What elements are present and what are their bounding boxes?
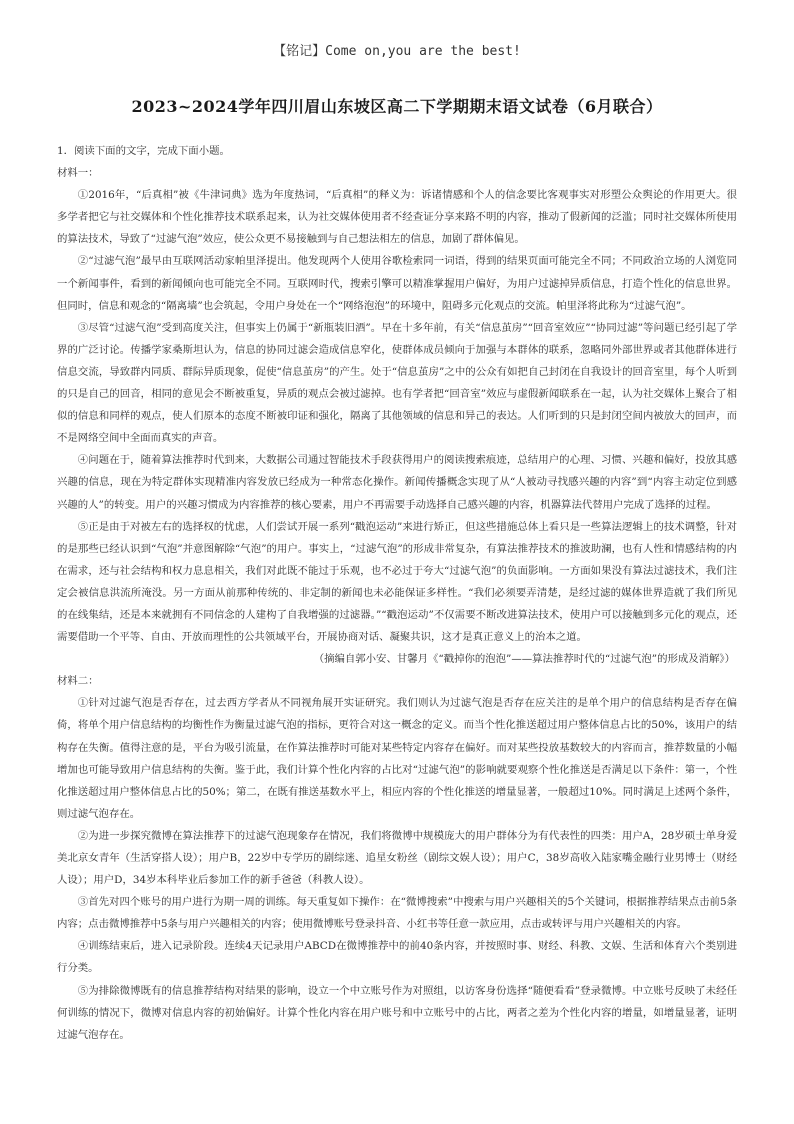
material1-source: （摘编自郭小安、甘馨月《“戳掉你的泡泡”——算法推荐时代的“过滤气泡”的形成及消解》） xyxy=(313,653,735,666)
question-intro: 1．阅读下面的文字，完成下面小题。 xyxy=(57,145,230,157)
paragraph: ⑤正是由于对被左右的选择权的忧虑，人们尝试开展一系列“戳泡运动”来进行矫正，但这些措施总体上看只是一些算法逻辑上的技术调整，针对的是那些已经认识到“气泡”并意图解除“气泡”的用户。事实上，“过滤气泡”的形成非常复杂，有算法推荐技术的推波助澜，也有人性和情感结构的内在需求，还与社会结构和权力息息相关，我们对此既不能过于乐观，也不必过于夸大“过滤气泡”的负面影响。一方面如果没有算法过滤技术，我们注定会被信息洪流所淹没。另一方面从前那种传统的、非定制的新闻也未必能保证多样性。“我们必须要弄清楚，是经过滤的媒体世界造就了我们所见的在线集结，还是本来就拥有不同信念的人建构了自我增强的过滤器。”“戳泡运动”不仅需要不断改进算法技术，使用户可以接触到多元化的观点，还需要借助一个平等、自由、开放而理性的公共领域平台，开展协商对话、凝聚共识，这才是真正意义上的治本之道。 xyxy=(57,520,737,644)
paragraph: ④问题在于，随着算法推荐时代到来，大数据公司通过智能技术手段获得用户的阅读搜索痕迹，总结用户的心理、习惯、兴趣和偏好，投放其感兴趣的信息，现在为特定群体实现精准内容发放已经成为一种常态化操作。新闻传播概念实现了从“人被动寻找感兴趣的内容”到“内容主动定位到感兴趣的人”的转变。用户的兴趣习惯成为内容推荐的核心要素，用户不再需要手动选择自己感兴趣的内容，机器算法代替用户完成了选择的过程。 xyxy=(57,454,737,511)
paragraph: ③首先对四个账号的用户进行为期一周的训练。每天重复如下操作：在“微博搜索”中搜索与用户兴趣相关的5个关键词，根据推荐结果点击前5条内容；点击微博推荐中5条与用户兴趣相关的内容；使用微博账号登录抖音、小红书等任意一款应用，点击或转评与用户兴趣相关的内容。 xyxy=(57,896,737,931)
paragraph: ①2016年，“后真相”被《牛津词典》选为年度热词，“后真相”的释义为：诉诸情感和个人的信念要比客观事实对形塑公众舆论的作用更大。很多学者把它与社交媒体和个性化推荐技术联系起来，认为社交媒体使用者不经查证分享来路不明的内容，推动了假新闻的泛滥；同时社交媒体所使用的算法技术，导致了“过滤气泡”效应，使公众更不易接触到与自己想法相左的信息，加剧了群体偏见。 xyxy=(57,189,737,246)
exam-title: 2023~2024学年四川眉山东坡区高二下学期期末语文试卷（6月联合） xyxy=(131,97,663,116)
paragraph: ①针对过滤气泡是否存在，过去西方学者从不同视角展开实证研究。我们则认为过滤气泡是否存在应关注的是单个用户的信息结构是否存在偏倚，将单个用户信息结构的均衡性作为衡量过滤气泡的指标，更符合对这一概念的定义。而当个性化推送超过用户整体信息占比的50%，该用户的结构存在失衡。值得注意的是，平台为吸引流量，在作算法推荐时可能对某些特定内容存在偏好。而对某些投放基数较大的内容而言，推荐数量的小幅增加也可能导致用户信息结构的失衡。鉴于此，我们计算个性化内容的占比对“过滤气泡”的影响就要观察个性化推送是否满足以下条件：第一，个性化推送超过用户整体信息占比的50%；第二，在既有推送基数水平上，相应内容的个性化推送的增量显著，一般超过10%。同时满足上述两个条件，则过滤气泡存在。 xyxy=(57,697,738,820)
paragraph: ④训练结束后，进入记录阶段。连续4天记录用户ABCD在微博推荐中的前40条内容，并按照时事、财经、科教、文娱、生活和体育六个类别进行分类。 xyxy=(57,940,737,975)
material2-label: 材料二： xyxy=(57,675,99,688)
paragraph: ②“过滤气泡”最早由互联网活动家帕里泽提出。他发现两个人使用谷歌检索同一词语，得到的结果页面可能完全不同；不同政治立场的人浏览同一个新闻事件，看到的新闻倾向也可能完全不同。互联网时代，搜索引擎可以精准掌握用户偏好，为用户过滤掉异质信息，打造个性化的信息世界。但同时，信息和观念的“隔离墙”也会筑起，令用户身处在一个“网络泡泡”的环境中，阻碍多元化观点的交流。帕里泽将此称为“过滤气泡”。 xyxy=(57,255,737,312)
reading-passage xyxy=(57,140,737,1046)
paragraph: ⑤为排除微博既有的信息推荐结构对结果的影响，设立一个中立账号作为对照组，以访客身份选择“随便看看”登录微博。中立账号反映了未经任何训练的情况下，微博对信息内容的初始偏好。计算个性化内容在用户账号和中立账号中的占比，两者之差为个性化内容的增量，如增量显著，证明过滤气泡存在。 xyxy=(57,984,737,1041)
paragraph: ②为进一步探究微博在算法推荐下的过滤气泡现象存在情况，我们将微博中规模庞大的用户群体分为有代表性的四类：用户A，28岁硕士单身爱美北京女青年（生活穿搭人设）；用户B，22岁中专学历的剧综迷、追星女粉丝（剧综文娱人设）；用户C，38岁高收入陆家嘴金融行业男博士（财经人设）；用户D，34岁本科毕业后参加工作的新手爸爸（科教人设）。 xyxy=(57,829,737,887)
header-motto: 【铭记】Come on,you are the best! xyxy=(273,44,521,59)
material1-label: 材料一： xyxy=(57,167,99,180)
paragraph: ③尽管“过滤气泡”受到高度关注，但事实上仍属于“新瓶装旧酒”。早在十多年前，有关“信息茧房”“回音室效应”“协同过滤”等问题已经引起了学界的广泛讨论。传播学家桑斯坦认为，信息的协同过滤会造成信息窄化，使群体成员倾向于加强与本群体的联系，忽略同外部世界或者其他群体进行信息交流，导致群内同质、群际异质现象，促使“信息茧房”的产生。处于“信息茧房”之中的公众有如把自己封闭在自我设计的回音室里，每个人听到的只是自己的回音，相同的意见会不断被重复，异质的观点会被过滤掉。也有学者把“回音室”效应与虚假新闻联系在一起，认为社交媒体上聚合了相似的信息和同样的观点，使人们原本的态度不断被印证和强化，隔离了其他领域的信息和异己的表达。人们听到的只是封闭空间内被放大的回声，而不是网络空间中全面而真实的声音。 xyxy=(57,321,737,445)
